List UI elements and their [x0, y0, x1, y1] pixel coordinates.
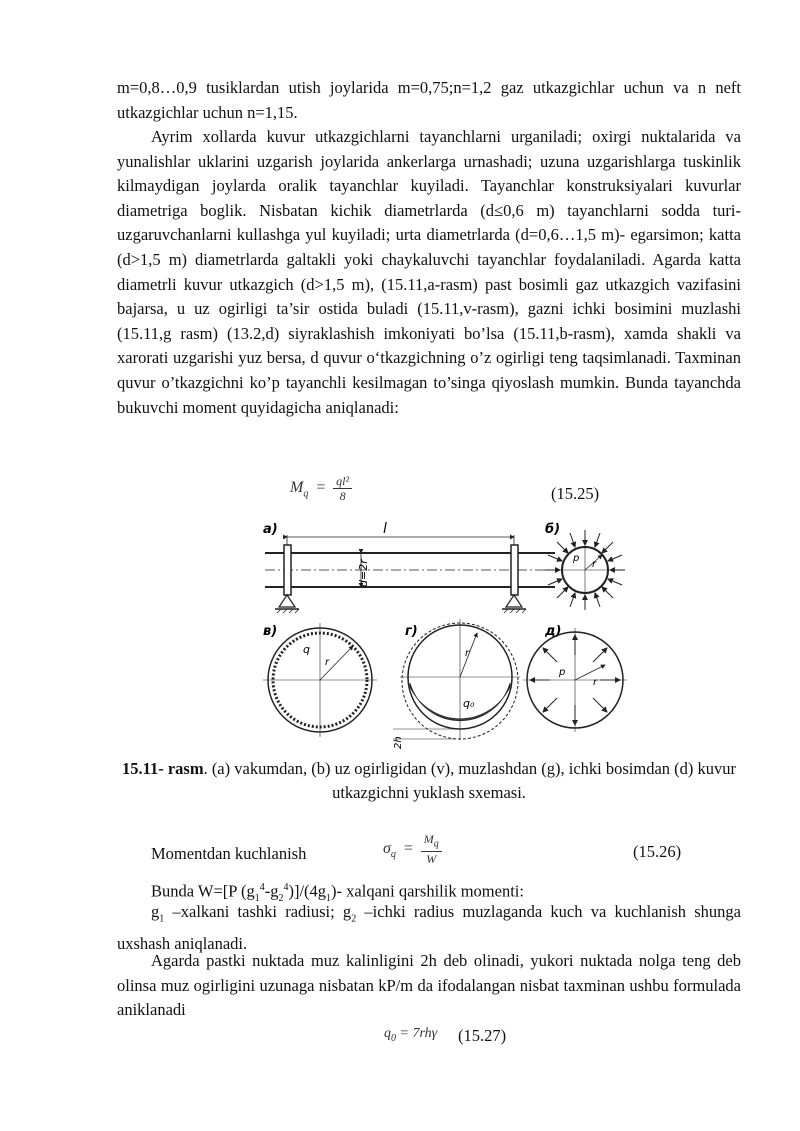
paragraph-w-definition: Bunda W=[P $(g_1^4-g_2^4)]/(4g_1)-$ xalqani qarshilik momenti: [151, 881, 524, 904]
length-label: l [383, 521, 387, 537]
eq26-lhs: σ [383, 839, 391, 857]
equation-number-15-27: (15.27) [458, 1026, 507, 1045]
label-b: б) [545, 522, 561, 537]
eq26-denominator: W [426, 852, 437, 867]
equation-15-27 [384, 1026, 437, 1044]
radius-label-v: r [325, 657, 330, 668]
pipe-longitudinal [265, 535, 555, 613]
paragraph-ice: Agarda pastki nuktada muz kalinligini 2h deb olinadi, yukori nuktada nolga teng deb olinsa muz ogirligini uzunaga nisbatan kP/m da ifodalangan nisbat taxminan ushbu formulada aniklanadi [117, 951, 741, 1020]
radius-label-d: r [593, 677, 598, 688]
eq25-numerator: ql² [333, 474, 352, 489]
equation-15-26: $\sigma_q$ = $\frac{M_q}{W}$ [383, 832, 442, 866]
diameter-label: d=2r [357, 559, 370, 587]
eq27-rhs: = 7rhγ [399, 1026, 438, 1041]
equation-number-15-25: (15.25) [551, 484, 600, 503]
internal-pressure-ring [523, 628, 627, 732]
vacuum-ring [545, 530, 625, 610]
label-g: г) [405, 624, 418, 639]
figure-caption [117, 757, 741, 805]
load-label: q [303, 643, 310, 656]
eq27-lhs-sub: 0 [391, 1032, 396, 1044]
equation-number-15-26: (15.26) [633, 842, 682, 861]
self-weight-ring [263, 623, 377, 737]
label-d: д) [545, 624, 562, 639]
eq26-lhs-sub: q [390, 849, 396, 861]
figure-15-11 [255, 515, 640, 753]
eq26-numerator: M [423, 832, 434, 846]
caption-label: 15.11- rasm [121, 759, 204, 778]
equation-15-25: $M_q$ = $\frac{\text{ql²}}{8}$ [290, 474, 352, 503]
moment-stress-label: Momentdan kuchlanish [151, 844, 307, 863]
ice-thickness-label: 2h [393, 736, 404, 749]
caption-text: . (a) vakumdan, (b) uz ogirligidan (v), muzlashdan (g), ichki bosimdan (d) kuvur utkazgichni yuklash sxemasi. [203, 759, 737, 802]
paragraph-1: m=0,8…0,9 tusiklardan utish joylarida m=0,75;n=1,2 gaz utkazgichlar uchun va n neft utkazgichlar uchun n=1,15. [117, 78, 741, 122]
radius-label-b: r [592, 559, 597, 570]
label-v: в) [263, 624, 278, 639]
eq25-lhs-sub: q [303, 488, 309, 500]
label-a: a) [263, 522, 278, 537]
pressure-label-d: p [559, 667, 566, 678]
paragraph-radii: $g_1$ –xalkani tashki radiusi; $g_2$ –ichki radius muzlaganda kuch va kuchlanish shunga uxshash aniqlanadi. [117, 902, 742, 953]
ice-load-label: q₀ [463, 697, 475, 710]
radius-label-g: r [465, 648, 470, 659]
eq26-numerator-sub: q [433, 838, 439, 850]
paragraph-2: Ayrim xollarda kuvur utkazgichlarni tayanchlarni urganiladi; oxirgi nuktalarida va yunalishlar uklarini uzgarish joylarida ankerlarga urnashadi; uzuna uzgarishlarga tuskinlik kilmaydigan joylarda oralik tayanchlar kuyiladi. Tayanchlar konstruksiyalari kuvurlar diametriga boglik. Nisbatan kichik diametrlarda (d≤0,6 m) tayanchlarni sodda turi- uzgaruvchanlarni kullashga yul kuyiladi; urta diametrlarda (d=0,6…1,5 m)- egarsimon; katta (d>1,5 m) diametrlarda galtakli yoki chaykaluvchi tayanchlar foydalaniladi. Agarda katta diametrli kuvur utkazgich (d>1,5 m), (15.11,a-rasm) past bosimli gaz utkazgich vazifasini bajarsa, u uz ogirligi ta’sir ostida buladi (15.11,v-rasm), gazni ichki bosimini muzlashi (15.11,g rasm) (13.2,d) siyraklashish imkoniyati bo’lsa (15.11,b-rasm), xamda shakli va xarorati uzgarishi yuz bersa, d quvur o‘tkazgichning o’z ogirligi teng taqsimlanadi. Taxminan quvur o’tkazgichni ko’p tayanchli kesilmagan to’singa qiyoslash mumkin. Bunda tayanchda bukuvchi moment quyidagicha aniqlanadi: [117, 127, 741, 417]
eq27-lhs: q [384, 1026, 391, 1041]
eq25-denominator: 8 [339, 489, 346, 503]
eq25-lhs: M [290, 479, 304, 497]
pressure-label-b: p [573, 553, 580, 564]
